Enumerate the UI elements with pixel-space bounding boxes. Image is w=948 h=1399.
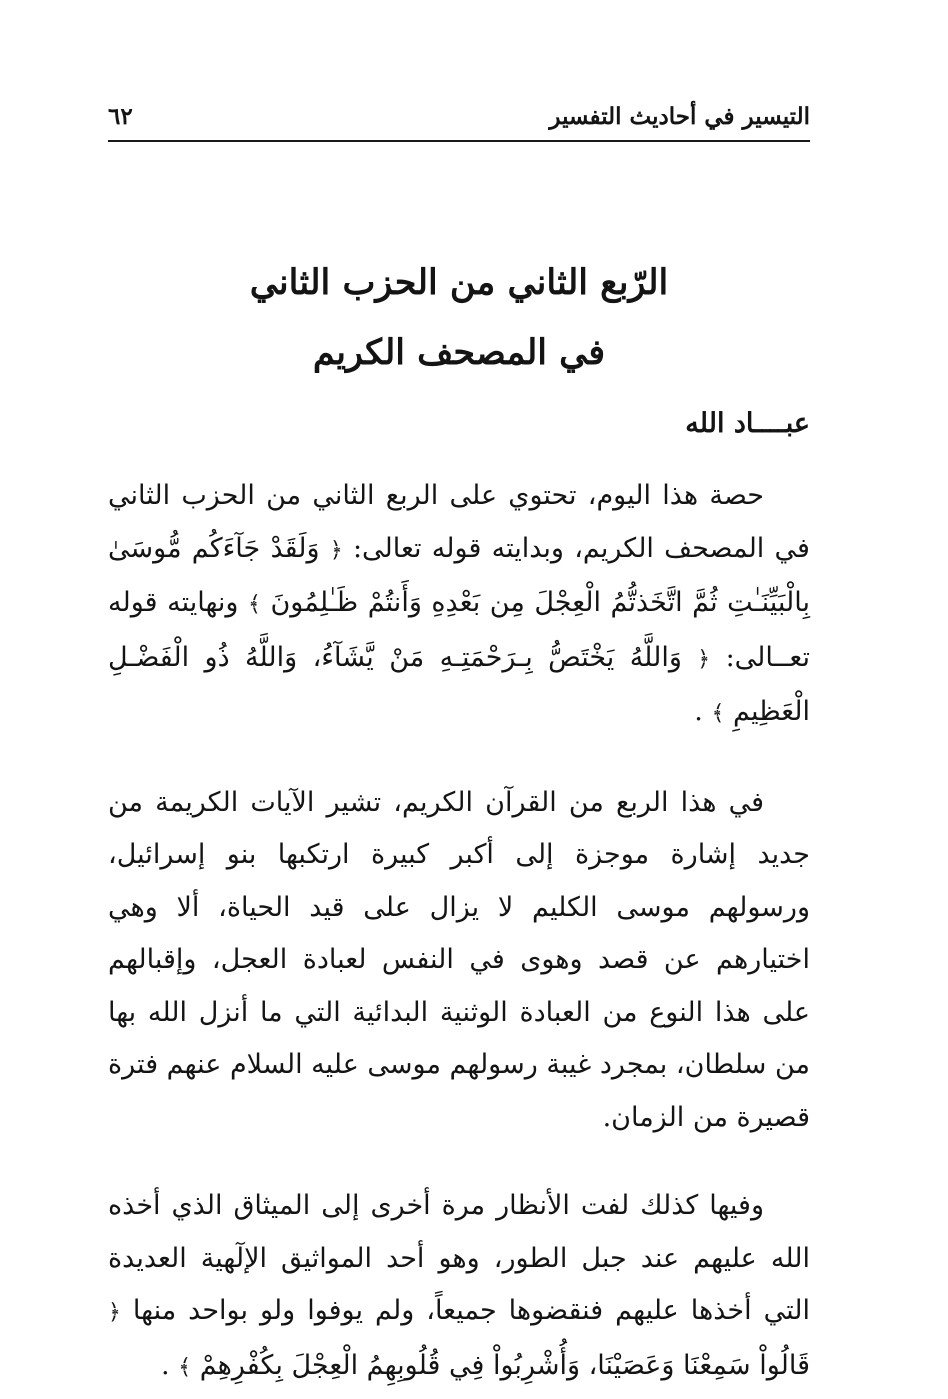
- p3-end: .: [161, 1349, 170, 1381]
- quran-verse-2: وَاللَّهُ يَخْتَصُّ بِـرَحْمَتِـهِ مَنْ يَّشَآءُ، وَاللَّهُ ذُو الْفَضْـلِ الْعَظِيمِ: [108, 641, 810, 727]
- address-heading: عبــــاد الله: [685, 408, 810, 439]
- quran-verse-1: وَلَقَدْ جَآءَكُم مُّوسَىٰ بِالْبَيِّنَـٰتِ ثُمَّ اتَّخَذتُّمُ الْعِجْلَ مِن بَعْدِهِ وَأَنتُمْ ظَـٰلِمُونَ: [108, 532, 810, 618]
- body-text: [108, 470, 810, 1394]
- p3-intro: وفيها كذلك لفت الأنظار مرة أخرى إلى الميثاق الذي أخذه الله عليهم عند جبل الطور، وهو أحد المواثيق الإلٓهية العديدة التي أخذها عليهم فنقضوها جميعاً، ولم يوفوا ولو بواحد منها: [108, 1190, 810, 1326]
- book-title: التيسير في أحاديث التفسير: [549, 102, 810, 130]
- ornate-bracket-close: ﴾: [178, 1354, 192, 1380]
- chapter-title-line-2: في المصحف الكريم: [312, 332, 606, 373]
- paragraph-1: [108, 470, 810, 741]
- ornate-bracket-open: ﴿: [108, 1300, 121, 1325]
- paragraph-2: في هذا الربع من القرآن الكريم، تشير الآيات الكريمة من جديد إشارة موجزة إلى أكبر كبيرة ارتكبها بنو إسرائيل، ورسولهم موسى الكليم لا يزال على قيد الحياة، ألا وهي اختيارهم عن قصد وهوى في النفس لعبادة العجل، وإقبالهم على هذا النوع من العبادة الوثنية البدائية التي ما أنزل الله بها من سلطان، بمجرد غيبة رسولهم موسى عليه السلام عنهم فترة قصيرة من الزمان.: [108, 786, 810, 1133]
- p1-middle: ونهايته قوله تعــالى:: [108, 587, 810, 673]
- ornate-bracket-open: ﴿: [697, 646, 711, 672]
- p1-intro: حصة هذا اليوم، تحتوي على الربع الثاني من الحزب الثاني في المصحف الكريم، وبدايته قوله تعالى:: [108, 480, 810, 564]
- ornate-bracket-close: ﴾: [248, 592, 261, 617]
- ornate-bracket-open: ﴿: [329, 537, 343, 563]
- chapter-title: [108, 248, 810, 388]
- p1-end: .: [694, 696, 703, 727]
- running-header: [108, 96, 810, 136]
- page-number: ٦٢: [108, 102, 133, 130]
- paragraph-3: [108, 1180, 810, 1394]
- chapter-title-line-1: الرّبع الثاني من الحزب الثاني: [249, 262, 669, 303]
- ornate-bracket-close: ﴾: [711, 701, 725, 726]
- header-divider: [108, 140, 810, 142]
- quran-verse-3: قَالُواْ سَمِعْنَا وَعَصَيْنَا، وَأُشْرِبُواْ فِي قُلُوبِهِمُ الْعِجْلَ بِكُفْرِهِمْ: [199, 1349, 810, 1381]
